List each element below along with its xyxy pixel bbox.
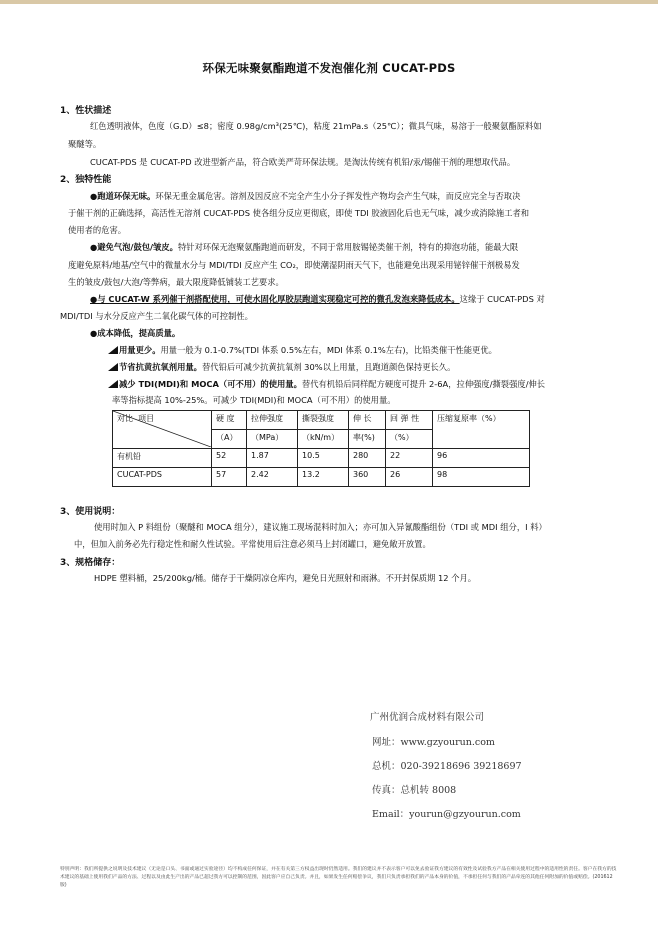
properties-line-3: CUCAT-PDS 是 CUCAT-PD 改进型新产品，符合欧美严苛环保法规。是淘汰传统有机铅/汞/锡催干剂的理想取代品。	[90, 157, 516, 167]
triangle-bullet-icon	[108, 380, 118, 388]
feature-2-title: ●避免气泡/鼓包/皱皮。	[90, 242, 178, 252]
feature-1-line-3: 使用者的危害。	[68, 225, 127, 235]
feature-3-line-2: MDI/TDI 与水分反应产生二氧化碳气体的可控制性。	[60, 311, 253, 321]
feature-1-title: ●跑道环保无味。	[90, 191, 156, 201]
feature-4-title: ●成本降低，提高质量。	[90, 328, 181, 338]
feature-3-line-1	[90, 293, 545, 305]
table-header-cell: 回 弹 性	[386, 411, 433, 430]
sub-point-3-text: 替代有机铅后同样配方硬度可提升 2-6A，拉伸强度/撕裂强度/伸长	[301, 379, 546, 389]
disclaimer-text: 特别声明：我们所提供之说明及技术建议（无论是口头、书面或通过实验途径）均不构成任何保证，并在有关第三方权益出现时仍然适用。我们的建议并不表示客户可以免去验证我方建议的有效性及试验我方产品在相关使用过程中的适用性的责任。客户在我方的技术建议的基础上使用我们产品的方法、过程以及由此生产出的产品已超过我方可以控制的范围，因此客户应自己负责。并且，如果发生任何赔偿争议，我们只负责承担我们的产品本身的价值，不承担任何与我们的产品牵连的其他任何附加的价值或赔偿。(201612 版)	[60, 867, 617, 888]
table-header-cell: 拉伸强度	[247, 411, 298, 430]
sub-point-3	[108, 378, 545, 390]
section-heading-features: 2、独特性能	[60, 175, 112, 185]
table-header-cell: 撕裂强度	[298, 411, 349, 430]
table-cell: 98	[433, 468, 530, 487]
top-border-band	[0, 0, 658, 4]
document-title: 环保无味聚氨酯跑道不发泡催化剂 CUCAT-PDS	[202, 61, 456, 75]
feature-1-text: 环保无重金属危害。溶剂及因反应不完全产生小分子挥发性产物均会产生气味，而反应完全与否取决	[155, 191, 521, 201]
section-heading-properties: 1、性状描述	[60, 106, 112, 116]
section-heading-usage: 3、使用说明：	[60, 507, 121, 517]
corner-label-item: 项目	[138, 414, 155, 423]
sub-point-2-text: 替代铅后可减少抗黄抗氧剂 30%以上用量，且跑道颜色保持更长久。	[201, 362, 456, 372]
table-cell: 280	[349, 449, 386, 468]
feature-2-line-1	[90, 241, 518, 253]
table-cell: 52	[212, 449, 247, 468]
feature-2-text: 特针对环保无泡聚氨酯跑道而研发，不同于常用胺锡铋类催干剂，特有的抑泡功能，能最大限	[177, 242, 519, 252]
sub-point-1-title: 用量更少。	[119, 345, 161, 355]
feature-1-line-2: 于催干剂的正确选择，高活性无溶剂 CUCAT-PDS 使各组分反应更彻底，即使 TDI 胶液固化后也无气味，减少或消除施工者和	[68, 208, 530, 218]
table-cell: 26	[386, 468, 433, 487]
table-header-cell: 压缩复原率（%）	[433, 411, 530, 449]
table-header-unit: （A）	[212, 430, 247, 449]
properties-line-1: 红色透明液体，色度（G.D）≤8；密度 0.98g/cm³(25℃)，粘度 21mPa.s（25℃）；微具气味，易溶于一般聚氨酯原料如	[90, 121, 542, 131]
table-cell: 1.87	[247, 449, 298, 468]
fax: 传真：总机转 8008	[372, 785, 457, 796]
corner-label-compare: 对比	[117, 414, 133, 423]
usage-line-1: 使用时加入 P 料组份（聚醚和 MOCA 组分），建议施工现场混料时加入；亦可加入异氰酸酯组份（TDI 或 MDI 组分，I 料）	[94, 522, 547, 532]
sub-point-1	[108, 344, 497, 356]
table-cell: 10.5	[298, 449, 349, 468]
triangle-bullet-icon	[108, 363, 118, 371]
table-cell: 96	[433, 449, 530, 468]
table-corner-cell	[113, 411, 212, 449]
feature-3-title: ●与 CUCAT-W 系列催干剂搭配使用，可使水固化厚胶层跑道实现稳定可控的微孔发泡来降低成本。	[90, 294, 460, 304]
table-cell: 2.42	[247, 468, 298, 487]
sub-point-2-title: 节省抗黄抗氧剂用量。	[119, 362, 202, 372]
table-header-unit: （MPa）	[247, 430, 298, 449]
section-heading-storage: 3、规格储存：	[60, 558, 121, 568]
feature-1-line-1	[90, 190, 520, 202]
properties-line-2: 聚醚等。	[68, 139, 102, 149]
phone: 总机：020-39218696 39218697	[372, 761, 522, 772]
table-header-cell: 伸 长	[349, 411, 386, 430]
table-cell: 13.2	[298, 468, 349, 487]
feature-2-line-3: 生的皱皮/鼓包/大泡/等弊病，最大限度降低铺装工艺要求。	[68, 277, 284, 287]
table-row	[113, 449, 530, 468]
triangle-bullet-icon	[108, 346, 118, 354]
table-header-row	[113, 411, 530, 430]
sub-point-3-line-2: 率等指标提高 10%-25%。可减少 TDI(MDI)和 MOCA（可不用）的使用量。	[112, 395, 396, 405]
sub-point-1-text: 用量一般为 0.1-0.7%(TDI 体系 0.5%左右，MDI 体系 0.1%左右)，比铅类催干性能更优。	[160, 345, 497, 355]
table-cell: 360	[349, 468, 386, 487]
row-label: CUCAT-PDS	[113, 468, 212, 487]
table-cell: 22	[386, 449, 433, 468]
comparison-table	[112, 410, 530, 487]
feature-2-line-2: 度避免原料/地基/空气中的微量水分与 MDI/TDI 反应产生 CO₂，即使潮湿阴雨天气下，也能避免出现采用铋锌催干剂极易发	[68, 260, 520, 270]
table-header-unit: 率(%)	[349, 430, 386, 449]
table-header-unit: （kN/m）	[298, 430, 349, 449]
website[interactable]: 网址：www.gzyourun.com	[372, 737, 495, 748]
sub-point-3-title: 减少 TDI(MDI)和 MOCA（可不用）的使用量。	[119, 379, 302, 389]
diagonal-line	[113, 411, 211, 447]
feature-3-text: 这缘于 CUCAT-PDS 对	[459, 294, 545, 304]
table-row	[113, 468, 530, 487]
table-header-cell: 硬 度	[212, 411, 247, 430]
sub-point-2	[108, 361, 455, 373]
storage-line-1: HDPE 塑料桶，25/200kg/桶。储存于干燥阴凉仓库内，避免日光照射和雨淋。不开封保质期 12 个月。	[94, 573, 477, 583]
company-name: 广州优润合成材料有限公司	[370, 712, 485, 723]
email[interactable]: Email：yourun@gzyourun.com	[372, 809, 521, 820]
usage-line-2: 中，但加入前务必先行稳定性和耐久性试验。平常使用后注意必须马上封闭罐口，避免敞开放置。	[74, 539, 431, 549]
table-header-unit: （%）	[386, 430, 433, 449]
row-label: 有机铅	[113, 449, 212, 468]
table-cell: 57	[212, 468, 247, 487]
